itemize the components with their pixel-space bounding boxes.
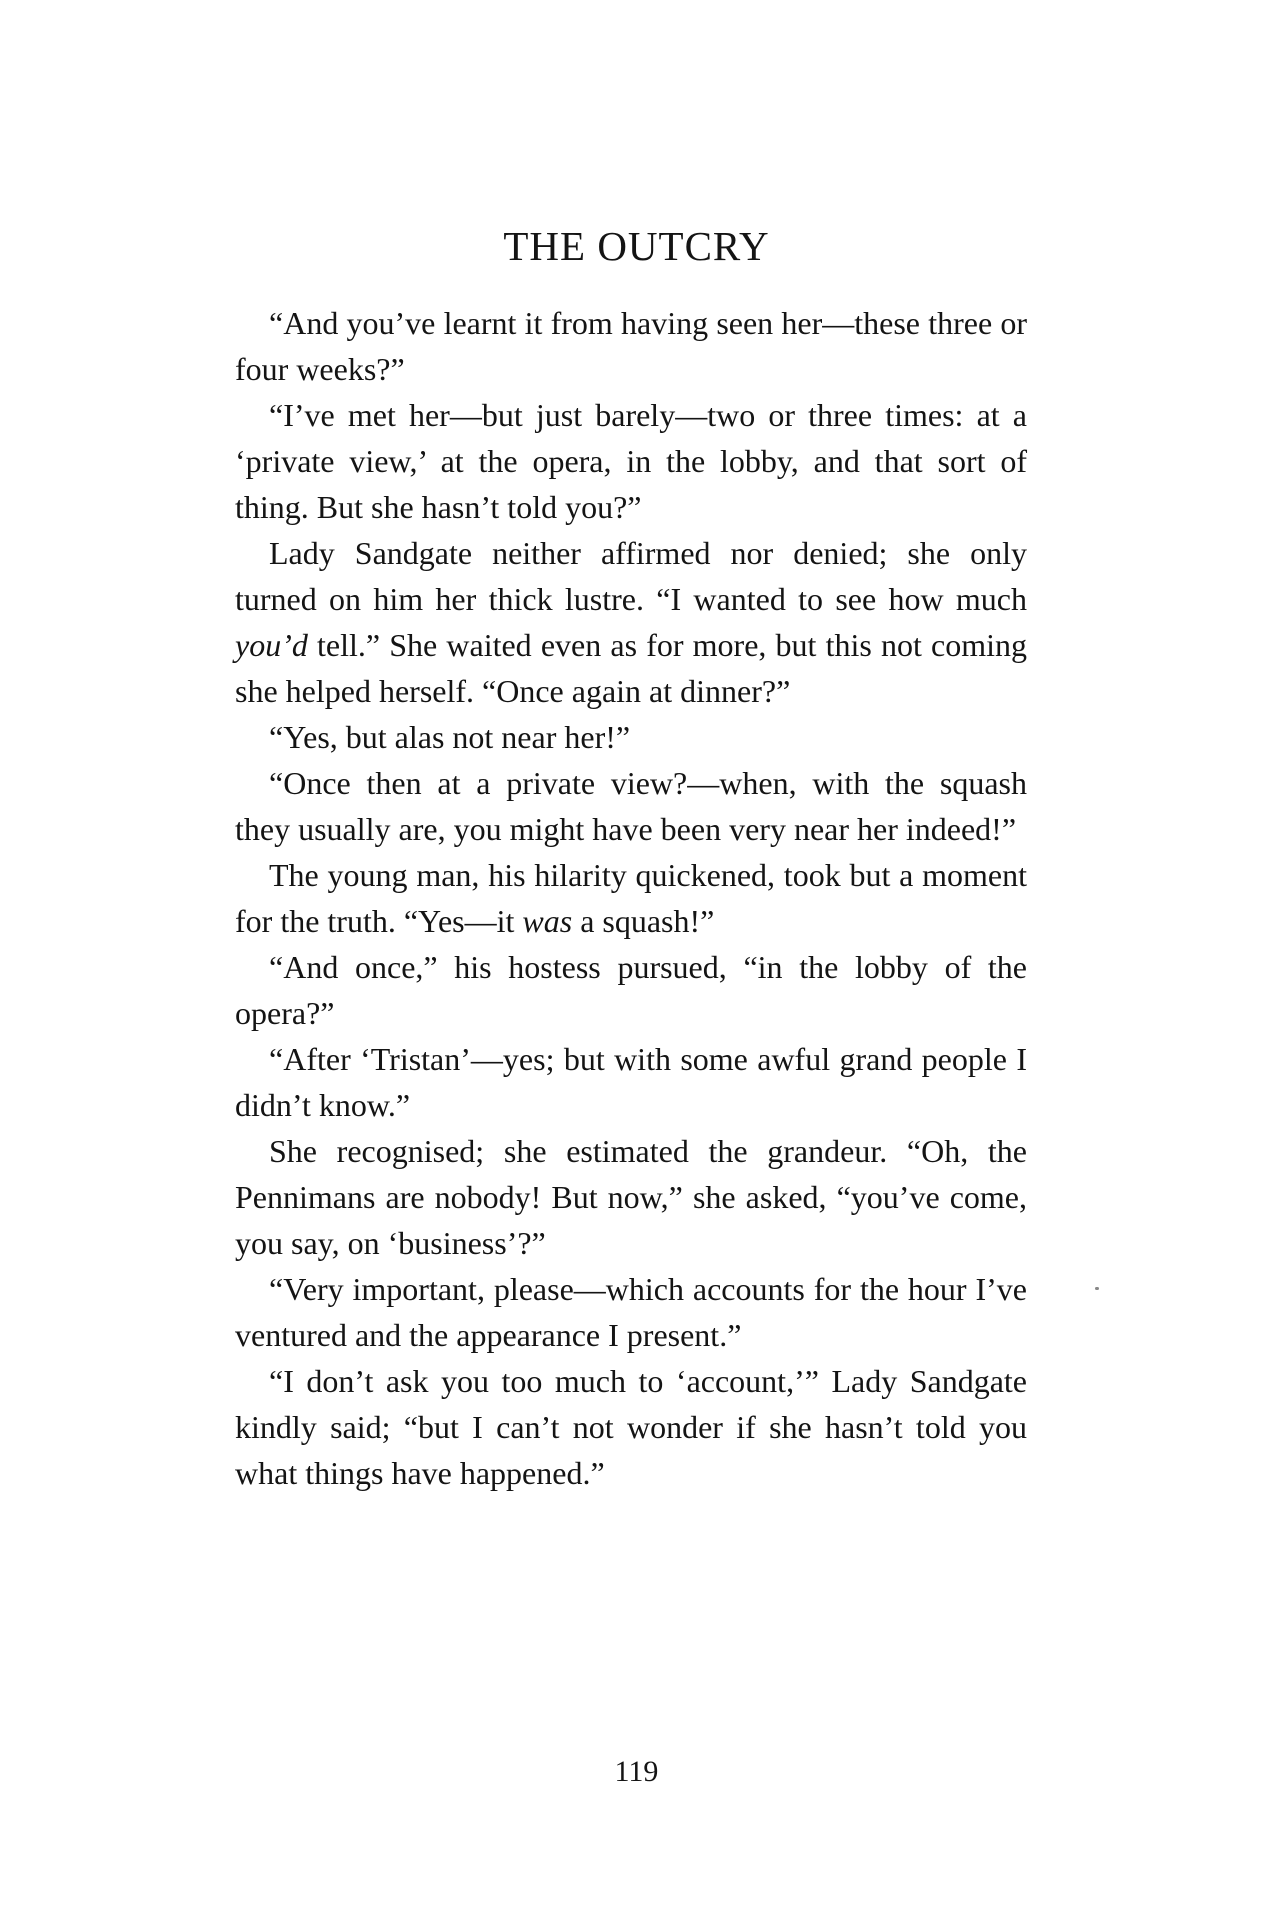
paragraph-5 xyxy=(235,760,1027,852)
paragraph-8 xyxy=(235,1036,1027,1128)
paragraph-text: “And once,” his hostess pursued, “in the lobby of the opera?” xyxy=(235,949,1027,1031)
paragraph-4 xyxy=(235,714,1027,760)
paragraph-text: “Yes, but alas not near her!” xyxy=(269,719,631,755)
paragraph-text: Lady Sandgate neither affirmed nor denied; she only turned on him her thick lustre. “I wanted to see how much xyxy=(235,535,1027,617)
scan-speck xyxy=(1095,1287,1099,1290)
paragraph-2 xyxy=(235,392,1027,530)
paragraph-text: “Once then at a private view?—when, with the squash they usually are, you might have been very near her indeed!” xyxy=(235,765,1027,847)
page-number: 119 xyxy=(614,1755,659,1788)
paragraph-6 xyxy=(235,852,1027,944)
paragraph-3 xyxy=(235,530,1027,714)
paragraph-text: “I’ve met her—but just barely—two or three times: at a ‘private view,’ at the opera, in the lobby, and that sort of thing. But she hasn’t told you?” xyxy=(235,397,1027,525)
paragraph-10 xyxy=(235,1266,1027,1358)
paragraph-1 xyxy=(235,300,1027,392)
paragraph-7 xyxy=(235,944,1027,1036)
italic-emphasis: you’d xyxy=(235,627,308,663)
paragraph-text: “Very important, please—which accounts for the hour I’ve ventured and the appearance I present.” xyxy=(235,1271,1027,1353)
paragraph-11 xyxy=(235,1358,1027,1496)
paragraph-text: She recognised; she estimated the grandeur. “Oh, the Pennimans are nobody! But now,” she asked, “you’ve come, you say, on ‘business’?” xyxy=(235,1133,1027,1261)
paragraph-text: tell.” She waited even as for more, but this not coming she helped herself. “Once again at dinner?” xyxy=(235,627,1027,709)
paragraph-text: “After ‘Tristan’—yes; but with some awful grand people I didn’t know.” xyxy=(235,1041,1027,1123)
paragraph-text: “And you’ve learnt it from having seen her—these three or four weeks?” xyxy=(235,305,1027,387)
body-text xyxy=(235,300,1027,1496)
italic-emphasis: was xyxy=(522,903,573,939)
running-title: THE OUTCRY xyxy=(503,223,770,269)
paragraph-text: The young man, his hilarity quickened, took but a moment for the truth. “Yes—it xyxy=(235,857,1027,939)
paragraph-text: “I don’t ask you too much to ‘account,’” Lady Sandgate kindly said; “but I can’t not wonder if she hasn’t told you what things have happened.” xyxy=(235,1363,1027,1491)
paragraph-9 xyxy=(235,1128,1027,1266)
paragraph-text: a squash!” xyxy=(572,903,715,939)
